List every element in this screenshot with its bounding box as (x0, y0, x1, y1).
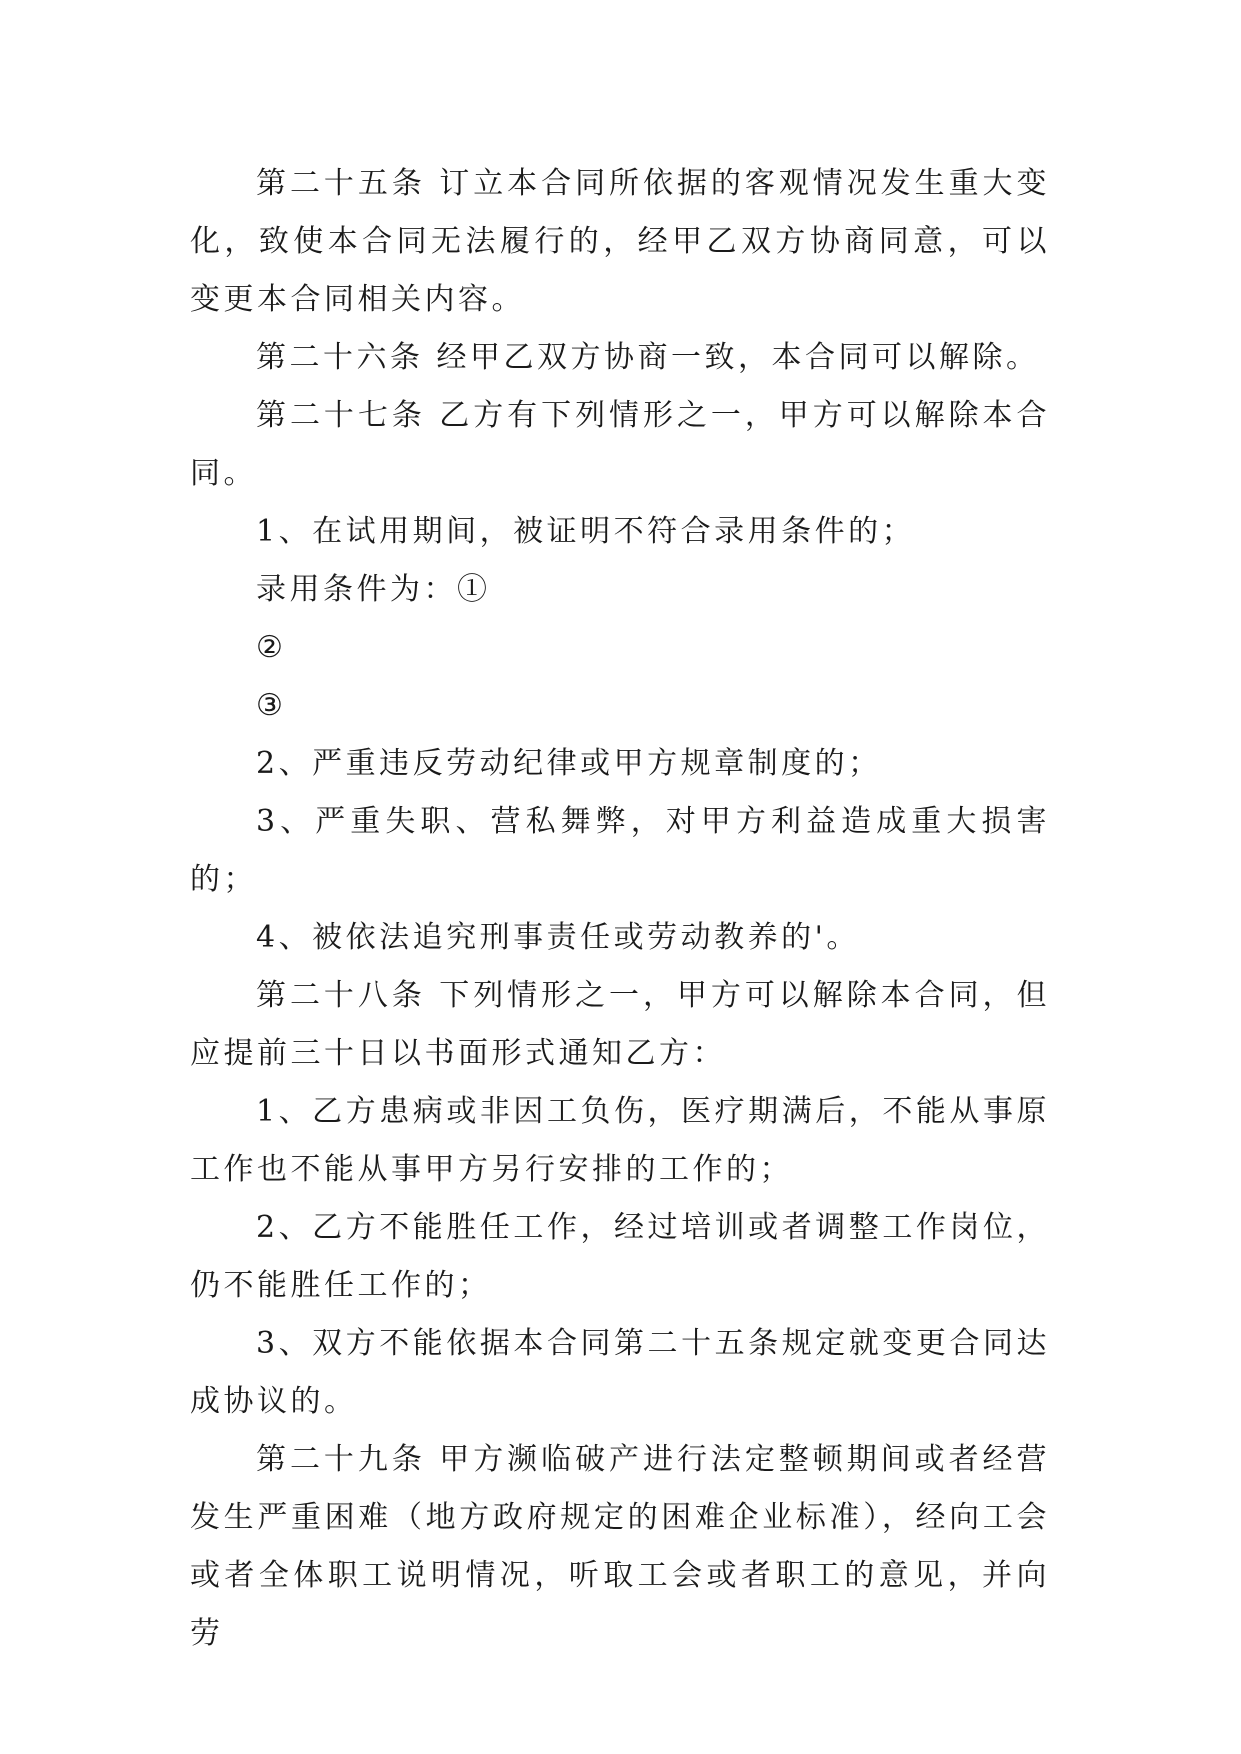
paragraph-article-28-item-2: 2、乙方不能胜任工作，经过培训或者调整工作岗位，仍不能胜任工作的； (190, 1210, 1050, 1303)
paragraph-article-28: 第二十八条 下列情形之一，甲方可以解除本合同，但应提前三十日以书面形式通知乙方： (190, 978, 1050, 1071)
paragraph-article-27: 第二十七条 乙方有下列情形之一，甲方可以解除本合同。 (190, 398, 1050, 491)
paragraph-article-28-item-3: 3、双方不能依据本合同第二十五条规定就变更合同达成协议的。 (190, 1326, 1050, 1419)
paragraph-item-3: 3、严重失职、营私舞弊，对甲方利益造成重大损害的； (190, 804, 1050, 897)
paragraph-item-2: 2、严重违反劳动纪律或甲方规章制度的； (256, 746, 882, 781)
contract-text (190, 155, 1050, 1663)
paragraph-condition-3: ③ (256, 688, 287, 723)
paragraph-article-28-item-1: 1、乙方患病或非因工负伤，医疗期满后，不能从事原工作也不能从事甲方另行安排的工作的； (190, 1094, 1050, 1187)
paragraph-item-4: 4、被依法追究刑事责任或劳动教养的'。 (256, 920, 860, 955)
paragraph-article-29: 第二十九条 甲方濒临破产进行法定整顿期间或者经营发生严重困难（地方政府规定的困难企业标准），经向工会或者全体职工说明情况，听取工会或者职工的意见，并向劳 (190, 1442, 1050, 1651)
paragraph-condition-2: ② (256, 630, 287, 665)
paragraph-item-1: 1、在试用期间，被证明不符合录用条件的； (256, 514, 916, 549)
paragraph-hiring-conditions: 录用条件为：① (256, 572, 491, 607)
paragraph-article-25: 第二十五条 订立本合同所依据的客观情况发生重大变化，致使本合同无法履行的，经甲乙双方协商同意，可以变更本合同相关内容。 (190, 166, 1050, 317)
paragraph-article-26: 第二十六条 经甲乙双方协商一致，本合同可以解除。 (256, 340, 1040, 375)
